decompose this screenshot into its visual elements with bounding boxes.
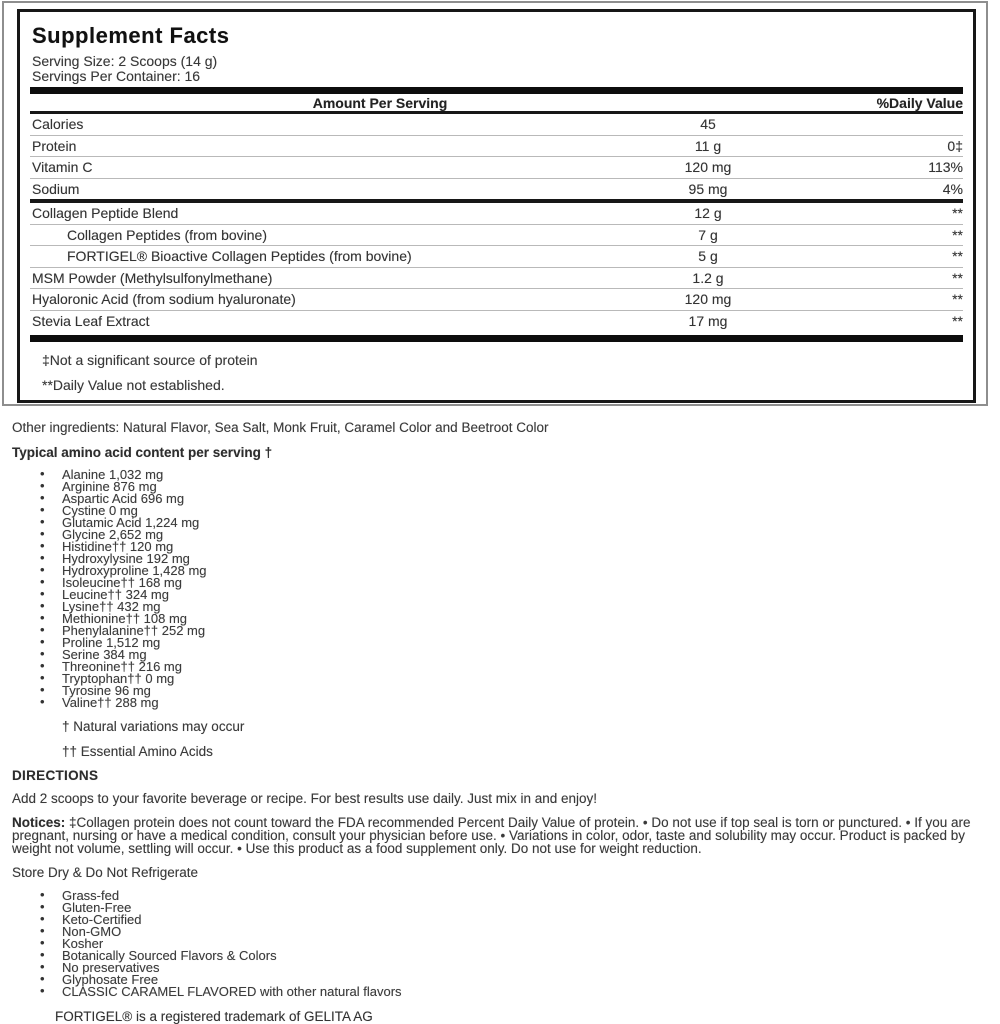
- nutrient-name: Vitamin C: [32, 159, 93, 176]
- table-row: [30, 156, 963, 178]
- serving-size: Serving Size: 2 Scoops (14 g): [32, 53, 218, 69]
- nutrient-table: [30, 114, 963, 331]
- nutrient-name: MSM Powder (Methylsulfonylmethane): [32, 269, 273, 286]
- nutrient-daily-value: **: [952, 205, 963, 222]
- divider-bar-top: [30, 87, 963, 94]
- table-row: [30, 178, 963, 200]
- nutrient-name: Hyaloronic Acid (from sodium hyaluronate): [32, 291, 296, 308]
- amino-acid-item: • Tyrosine 96 mg: [40, 685, 1000, 697]
- amino-acid-item: • Glutamic Acid 1,224 mg: [40, 517, 1000, 529]
- daily-value-header: %Daily Value: [876, 95, 963, 111]
- product-feature-item: • CLASSIC CARAMEL FLAVORED with other natural flavors: [40, 986, 1000, 998]
- table-row: [30, 199, 963, 224]
- amino-acid-item: • Lysine†† 432 mg: [40, 601, 1000, 613]
- table-row: [30, 310, 963, 332]
- amino-acid-item: • Phenylalanine†† 252 mg: [40, 625, 1000, 637]
- supplement-facts-panel: [17, 9, 976, 403]
- amino-acid-item: • Leucine†† 324 mg: [40, 589, 1000, 601]
- table-row: [30, 135, 963, 157]
- nutrient-daily-value: **: [952, 312, 963, 329]
- directions-body: Add 2 scoops to your favorite beverage or recipe. For best results use daily. Just mix in and enjoy!: [12, 791, 598, 806]
- nutrient-daily-value: **: [952, 248, 963, 265]
- supplement-label-page: [0, 1, 1000, 1024]
- table-row: [30, 114, 963, 135]
- nutrient-name: Collagen Peptide Blend: [32, 205, 179, 222]
- amino-acid-item: • Tryptophan†† 0 mg: [40, 673, 1000, 685]
- panel-footnote: **Daily Value not established.: [42, 377, 225, 393]
- trademark-notice: FORTIGEL® is a registered trademark of GELITA AG: [55, 1009, 373, 1024]
- amino-acid-item: • Proline 1,512 mg: [40, 637, 1000, 649]
- product-feature-item: • Grass-fed: [40, 890, 1000, 902]
- table-row: [30, 245, 963, 267]
- nutrient-name: Calories: [32, 116, 84, 133]
- nutrient-daily-value: **: [952, 291, 963, 308]
- nutrient-name: Protein: [32, 137, 77, 154]
- nutrient-amount: 17 mg: [688, 312, 728, 329]
- nutrient-name: Collagen Peptides (from bovine): [67, 226, 267, 243]
- nutrient-amount: 11 g: [694, 137, 722, 154]
- amino-acid-item: • Glycine 2,652 mg: [40, 529, 1000, 541]
- servings-per-container: Servings Per Container: 16: [32, 67, 201, 84]
- nutrient-name: Sodium: [32, 180, 80, 197]
- amino-acid-item: • Aspartic Acid 696 mg: [40, 493, 1000, 505]
- table-header-row: [30, 94, 963, 114]
- amino-acid-item: • Threonine†† 216 mg: [40, 661, 1000, 673]
- facts-panel-outer-frame: [2, 1, 988, 406]
- amino-acid-item: • Methionine†† 108 mg: [40, 613, 1000, 625]
- nutrient-amount: 120 mg: [684, 159, 732, 176]
- amino-acid-item: • Cystine 0 mg: [40, 505, 1000, 517]
- nutrient-amount: 120 mg: [684, 291, 732, 308]
- product-feature-item: • Keto-Certified: [40, 914, 1000, 926]
- panel-footnotes: [30, 353, 963, 392]
- nutrient-amount: 95 mg: [688, 180, 728, 197]
- nutrient-name: Stevia Leaf Extract: [32, 312, 150, 329]
- product-feature-item: • Botanically Sourced Flavors & Colors: [40, 950, 1000, 962]
- product-features-list: [0, 890, 1000, 998]
- product-feature-item: • Gluten-Free: [40, 902, 1000, 914]
- nutrient-daily-value: 113%: [928, 159, 963, 176]
- nutrient-name: FORTIGEL® Bioactive Collagen Peptides (from bovine): [67, 248, 412, 265]
- nutrient-amount: 12 g: [694, 205, 722, 222]
- notices-paragraph: [12, 816, 988, 855]
- amino-acid-item: • Hydroxyproline 1,428 mg: [40, 565, 1000, 577]
- table-row: [30, 224, 963, 246]
- amino-acid-item: • Valine†† 288 mg: [40, 697, 1000, 709]
- product-feature-item: • Non-GMO: [40, 926, 1000, 938]
- nutrient-daily-value: 4%: [942, 180, 963, 197]
- storage-instruction: Store Dry & Do Not Refrigerate: [12, 865, 199, 880]
- amino-acid-item: • Hydroxylysine 192 mg: [40, 553, 1000, 565]
- amino-acid-heading: Typical amino acid content per serving †: [12, 445, 273, 460]
- nutrient-amount: 7 g: [698, 226, 718, 243]
- amino-acid-notes: [0, 720, 1000, 758]
- product-feature-item: • Glyphosate Free: [40, 974, 1000, 986]
- amino-acid-item: • Serine 384 mg: [40, 649, 1000, 661]
- divider-bar-bottom: [30, 335, 963, 342]
- notices-body: ‡Collagen protein does not count toward the FDA recommended Percent Daily Value of protein. • Do not use if top seal is torn or punctured. • If you are pregnant, nursing or have a medical condition, consult your physician before use. • Variations in color, odor, taste and solubility may occur. Product is packed by weight not volume, settling will occur. • Use this product as a food supplement only. Do not use for weight reduction.: [12, 815, 971, 856]
- product-feature-item: • Kosher: [40, 938, 1000, 950]
- amino-acid-item: • Isoleucine†† 168 mg: [40, 577, 1000, 589]
- panel-footnote: ‡Not a significant source of protein: [42, 352, 258, 368]
- other-ingredients: Other ingredients: Natural Flavor, Sea Salt, Monk Fruit, Caramel Color and Beetroot Color: [12, 420, 549, 435]
- nutrient-daily-value: **: [952, 226, 963, 243]
- table-row: [30, 288, 963, 310]
- nutrient-daily-value: 0‡: [947, 137, 963, 154]
- nutrient-amount: 5 g: [698, 248, 718, 265]
- serving-info: [30, 54, 963, 83]
- amino-acid-item: • Alanine 1,032 mg: [40, 469, 1000, 481]
- table-row: [30, 267, 963, 289]
- amino-acid-item: • Histidine†† 120 mg: [40, 541, 1000, 553]
- directions-heading: DIRECTIONS: [12, 768, 99, 783]
- product-feature-item: • No preservatives: [40, 962, 1000, 974]
- nutrient-daily-value: **: [952, 269, 963, 286]
- amino-acid-note: †† Essential Amino Acids: [62, 743, 213, 759]
- amino-acid-list: [0, 469, 1000, 709]
- amino-acid-item: • Arginine 876 mg: [40, 481, 1000, 493]
- notices-label: Notices:: [12, 815, 66, 830]
- nutrient-amount: 1.2 g: [692, 269, 724, 286]
- amino-acid-note: † Natural variations may occur: [62, 719, 245, 734]
- amount-per-serving-header: Amount Per Serving: [312, 95, 448, 111]
- panel-title: Supplement Facts: [32, 23, 230, 48]
- nutrient-amount: 45: [700, 116, 716, 133]
